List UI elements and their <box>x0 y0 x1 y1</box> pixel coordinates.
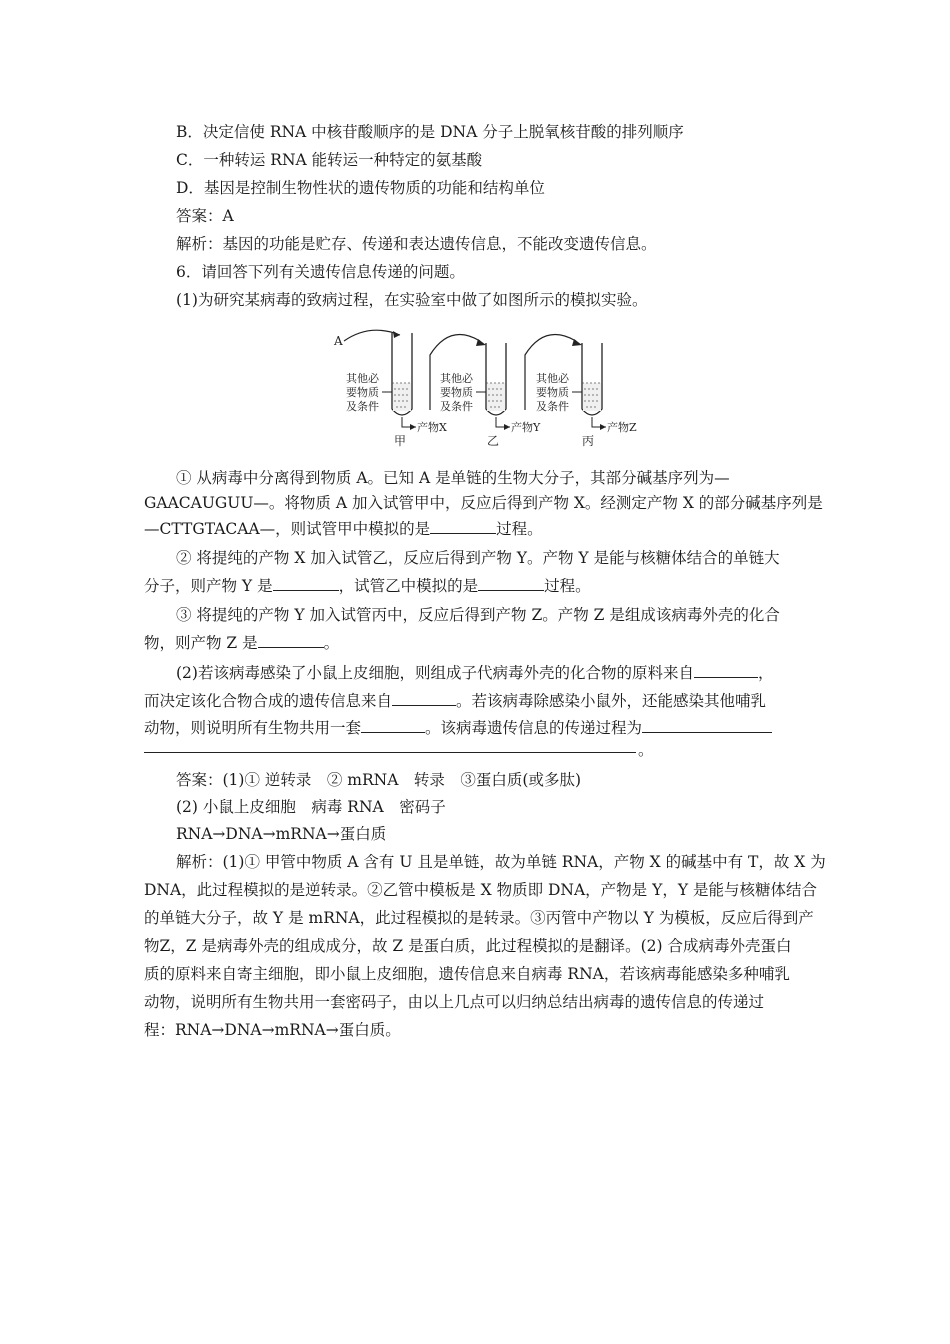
sub1-line3-text: —CTTGTACAA—，则试管甲中模拟的是 <box>144 520 431 538</box>
answer-line1: 答案：(1)① 逆转录 ② mRNA 转录 ③蛋白质(或多肽) <box>176 771 582 789</box>
part2-line3-mid: 。该病毒遗传信息的传递过程为 <box>425 719 643 737</box>
option-c: C．一种转运 RNA 能转运一种特定的氨基酸 <box>176 151 483 169</box>
side-label-3a: 其他必 <box>536 372 569 385</box>
part2-line2 <box>144 690 766 711</box>
part2-line2-end: 。若该病毒除感染小鼠外，还能感染其他哺乳 <box>456 692 767 710</box>
answer-line2: (2) 小鼠上皮细胞 病毒 RNA 密码子 <box>176 798 446 816</box>
side-label-1a: 其他必 <box>346 372 379 385</box>
sub1-line3-end: 过程。 <box>496 520 543 538</box>
sub3-line2 <box>144 632 339 653</box>
blank-6[interactable] <box>392 690 456 706</box>
side-label-2b: 要物质 <box>440 386 473 399</box>
sub2-line1: ② 将提纯的产物 X 加入试管乙，反应后得到产物 Y。产物 Y 是能与核糖体结合的单链大 <box>176 549 780 567</box>
sub1-line2: GAACAUGUU—。将物质 A 加入试管甲中，反应后得到产物 X。经测定产物 X 的部分碱基序列是 <box>144 494 823 512</box>
tube-label-jia: 甲 <box>394 434 407 448</box>
tube-bing <box>582 343 602 415</box>
product-z: 产物Z <box>607 421 637 434</box>
q6-stem: 6．请回答下列有关遗传信息传递的问题。 <box>176 263 465 281</box>
blank-4[interactable] <box>258 632 324 648</box>
analysis-line7: 程：RNA→DNA→mRNA→蛋白质。 <box>144 1021 401 1039</box>
part2-line1 <box>176 662 773 683</box>
tube-label-bing: 丙 <box>582 434 595 448</box>
blank-7[interactable] <box>361 717 425 733</box>
side-label-3b: 要物质 <box>536 386 569 399</box>
side-label-2a: 其他必 <box>440 372 473 385</box>
q6-part1-intro: (1)为研究某病毒的致病过程，在实验室中做了如图所示的模拟实验。 <box>176 291 648 309</box>
experiment-diagram <box>330 325 660 455</box>
side-label-3c: 及条件 <box>536 400 569 413</box>
product-y: 产物Y <box>511 421 541 434</box>
tube-jia <box>392 333 412 415</box>
analysis-line2: DNA，此过程模拟的是逆转录。②乙管中模板是 X 物质即 DNA，产物是 Y，Y 是能与核糖体结合 <box>144 881 818 899</box>
sub3-line2-text: 物，则产物 Z 是 <box>144 634 258 652</box>
part2-line3-text: 动物，则说明所有生物共用一套 <box>144 719 362 737</box>
tube-label-yi: 乙 <box>487 434 500 448</box>
answer-line3: RNA→DNA→mRNA→蛋白质 <box>176 825 387 843</box>
part2-line4-end: 。 <box>638 741 654 759</box>
product-x: 产物X <box>417 421 447 434</box>
sub1-line3 <box>144 518 543 539</box>
sub2-line2 <box>144 575 591 596</box>
option-d: D．基因是控制生物性状的遗传物质的功能和结构单位 <box>176 179 545 197</box>
side-label-2c: 及条件 <box>440 400 473 413</box>
analysis-line1: 解析：(1)① 甲管中物质 A 含有 U 且是单链，故为单链 RNA，产物 X 的碱基中有 T，故 X 为 <box>176 853 826 871</box>
analysis-line5: 质的原料来自寄主细胞，即小鼠上皮细胞，遗传信息来自病毒 RNA，若该病毒能感染多种哺乳 <box>144 965 790 983</box>
tube-yi <box>486 343 506 415</box>
sub1-line1: ① 从病毒中分离得到物质 A。已知 A 是单链的生物大分子，其部分碱基序列为— <box>176 469 730 487</box>
blank-8[interactable] <box>642 717 772 733</box>
part2-line2-text: 而决定该化合物合成的遗传信息来自 <box>144 692 393 710</box>
blank-3[interactable] <box>478 575 544 591</box>
q5-answer: 答案：A <box>176 207 234 225</box>
blank-2[interactable] <box>273 575 339 591</box>
sub2-line2-end: 过程。 <box>544 577 591 595</box>
side-label-1c: 及条件 <box>346 400 379 413</box>
blank-8-continued[interactable] <box>144 752 636 753</box>
analysis-line4: 物Z，Z 是病毒外壳的组成成分，故 Z 是蛋白质，此过程模拟的是翻译。(2) 合成病毒外壳蛋白 <box>144 937 792 955</box>
sub3-line2-end: 。 <box>323 634 340 652</box>
analysis-line6: 动物，说明所有生物共用一套密码子，由以上几点可以归纳总结出病毒的遗传信息的传递过 <box>144 993 765 1011</box>
blank-1[interactable] <box>430 518 496 534</box>
label-a: A <box>334 334 343 348</box>
part2-line1-text: (2)若该病毒感染了小鼠上皮细胞，则组成子代病毒外壳的化合物的原料来自 <box>176 664 694 682</box>
option-b: B．决定信使 RNA 中核苷酸顺序的是 DNA 分子上脱氧核苷酸的排列顺序 <box>176 123 684 141</box>
analysis-line3: 的单链大分子，故 Y 是 mRNA，此过程模拟的是转录。③丙管中产物以 Y 为模板，反应后得到产 <box>144 909 814 927</box>
side-label-1b: 要物质 <box>346 386 379 399</box>
sub2-line2-mid: ，试管乙中模拟的是 <box>338 577 479 595</box>
q5-analysis: 解析：基因的功能是贮存、传递和表达遗传信息，不能改变遗传信息。 <box>176 235 657 253</box>
sub2-line2-text: 分子，则产物 Y 是 <box>144 577 273 595</box>
blank-5[interactable] <box>694 662 758 678</box>
part2-line3 <box>144 717 772 738</box>
sub3-line1: ③ 将提纯的产物 Y 加入试管丙中，反应后得到产物 Z。产物 Z 是组成该病毒外壳的化合 <box>176 606 780 624</box>
part2-line1-end: ， <box>757 664 774 682</box>
